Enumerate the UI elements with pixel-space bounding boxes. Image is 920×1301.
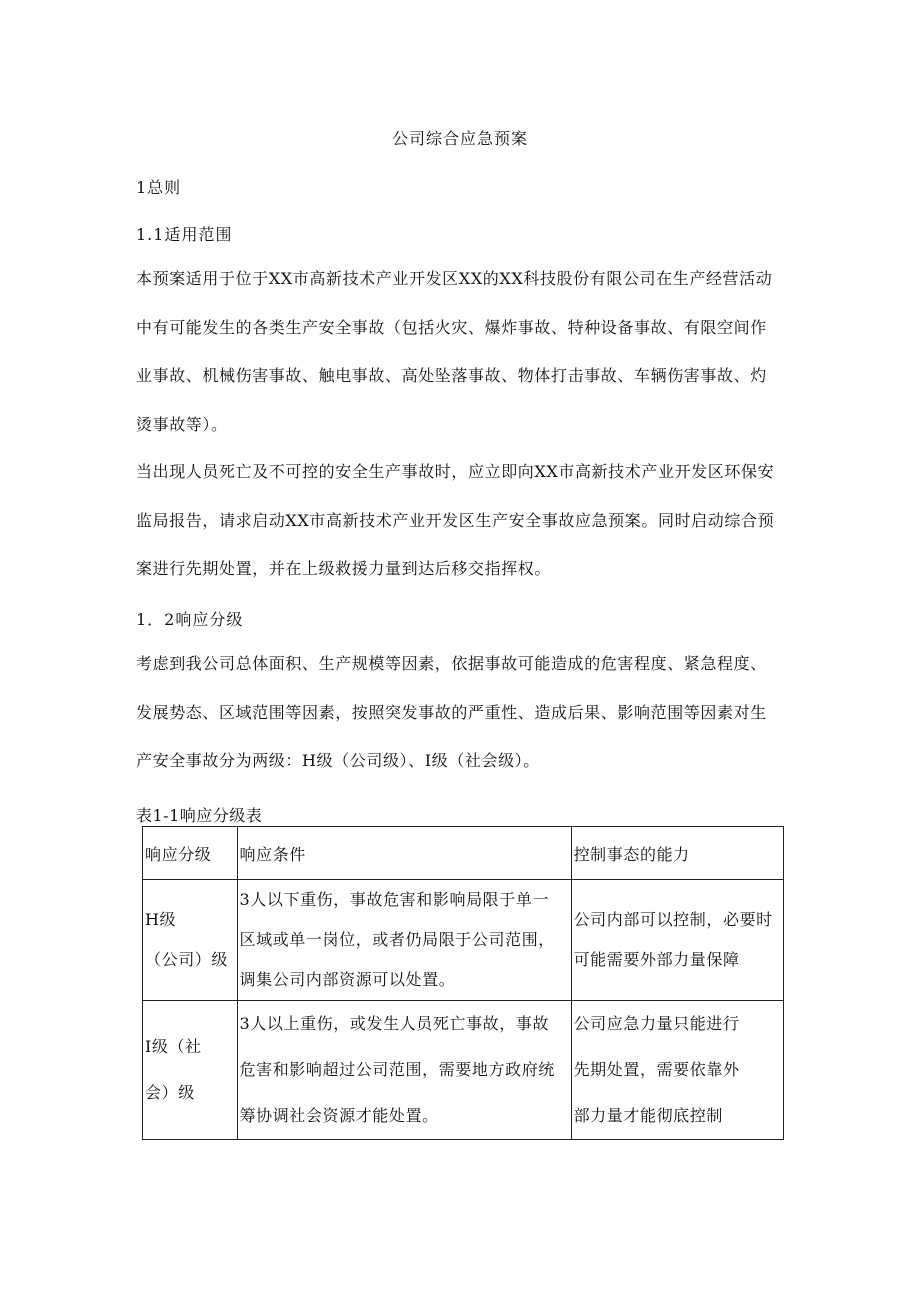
cell-line: 调集公司内部资源可以处置。 <box>239 970 456 989</box>
table-header-cell: 控制事态的能力 <box>571 827 783 880</box>
cell-line: 先期处置，需要依靠外 <box>573 1060 740 1079</box>
table-header-row <box>143 827 784 880</box>
table-cell-capability <box>571 880 783 1001</box>
table-cell-capability <box>571 1001 783 1140</box>
cell-line: 公司内部可以控制，必要时 <box>573 910 773 929</box>
section-heading-scope: 1.1适用范围 <box>136 225 233 244</box>
table-cell-level <box>143 880 238 1001</box>
cell-line: （公司）级 <box>145 950 229 969</box>
table-cell-level <box>143 1001 238 1140</box>
table-header-cell: 响应条件 <box>237 827 571 880</box>
paragraph-report <box>136 448 786 594</box>
document-title: 公司综合应急预案 <box>391 129 528 148</box>
paragraph-line: 当出现人员死亡及不可控的安全生产事故时，应立即向XX市高新技术产业开发区环保安 <box>136 462 775 481</box>
paragraph-line: 中有可能发生的各类生产安全事故（包括火灾、爆炸事故、特种设备事故、有限空间作 <box>136 317 767 337</box>
cell-line: 3人以下重伤，事故危害和影响局限于单一 <box>239 890 550 909</box>
cell-line: 会）级 <box>145 1083 195 1102</box>
paragraph-line: 监局报告，请求启动XX市高新技术产业开发区生产安全事故应急预案。同时启动综合预 <box>136 510 775 530</box>
table-row <box>143 880 784 1001</box>
cell-line: 可能需要外部力量保障 <box>573 950 740 969</box>
response-level-table <box>142 826 784 1140</box>
table-caption: 表1-1响应分级表 <box>136 806 263 825</box>
paragraph-line: 业事故、机械伤害事故、触电事故、高处坠落事故、物体打击事故、车辆伤害事故、灼 <box>136 366 767 385</box>
paragraph-scope <box>136 255 786 449</box>
cell-line: 区域或单一岗位，或者仍局限于公司范围， <box>239 930 555 949</box>
section-heading-response-levels: 1．2响应分级 <box>136 610 244 629</box>
section-heading-general: 1总则 <box>136 178 182 197</box>
paragraph-line: 考虑到我公司总体面积、生产规模等因素，依据事故可能造成的危害程度、紧急程度、 <box>136 654 767 673</box>
cell-line: H级 <box>145 910 177 929</box>
table-header-cell: 响应分级 <box>143 827 238 880</box>
table-row <box>143 1001 784 1140</box>
paragraph-levels <box>136 640 786 786</box>
cell-line: 公司应急力量只能进行 <box>573 1014 740 1033</box>
table-cell-condition <box>237 1001 571 1140</box>
paragraph-line: 烫事故等）。 <box>136 414 228 434</box>
paragraph-line: 产安全事故分为两级：H级（公司级）、I级（社会级）。 <box>136 751 540 770</box>
cell-line: 3人以上重伤，或发生人员死亡事故，事故 <box>239 1014 550 1033</box>
cell-line: I级（社 <box>145 1037 202 1056</box>
cell-line: 部力量才能彻底控制 <box>573 1106 723 1125</box>
table-cell-condition <box>237 880 571 1001</box>
paragraph-line: 案进行先期处置，并在上级救援力量到达后移交指挥权。 <box>136 559 552 578</box>
paragraph-line: 本预案适用于位于XX市高新技术产业开发区XX的XX科技股份有限公司在生产经营活动 <box>136 269 773 288</box>
cell-line: 危害和影响超过公司范围，需要地方政府统 <box>239 1060 555 1079</box>
paragraph-line: 发展势态、区域范围等因素，按照突发事故的严重性、造成后果、影响范围等因素对生 <box>136 702 767 722</box>
cell-line: 筹协调社会资源才能处置。 <box>239 1106 439 1125</box>
